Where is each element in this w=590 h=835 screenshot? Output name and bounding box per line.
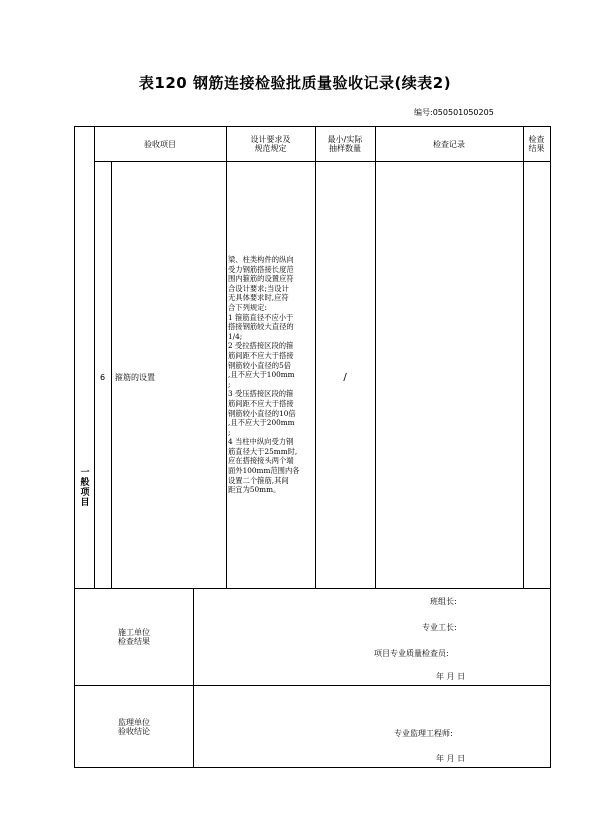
requirement-line: 受力钢筋搭接长度范	[228, 264, 294, 274]
requirement-line: 筋直径大于25mm时,	[228, 446, 298, 456]
header-design-requirement-line1: 设计要求及	[250, 135, 291, 144]
row-design-requirement	[228, 255, 316, 495]
requirement-line: 3 受压搭接区段的箍	[228, 389, 294, 399]
supervision-label-line2: 验收结论	[118, 727, 150, 736]
supervision-date: 年 月 日	[436, 754, 466, 763]
requirement-line: 距宜为50mm。	[228, 485, 281, 495]
team-leader-label: 班组长:	[430, 597, 457, 606]
requirement-line: ,且不应大于100mm	[228, 370, 295, 380]
requirement-line: 筋间距不应大于搭接	[228, 350, 294, 360]
requirement-line: ,且不应大于200mm	[228, 418, 295, 428]
header-sampling-line2: 抽样数量	[329, 144, 361, 153]
requirement-line: 钢筋较小直径的10倍	[228, 408, 296, 418]
requirement-line: 设置二个箍筋,其间	[228, 475, 289, 485]
supervision-label-line1: 监理单位	[118, 718, 150, 727]
row-number: 6	[99, 372, 106, 382]
construction-label-rule	[193, 588, 194, 685]
qc-inspector-label: 项目专业质量检查员:	[374, 649, 449, 658]
construction-label-line2: 检查结果	[118, 636, 150, 646]
header-design-requirement	[226, 127, 315, 161]
construction-unit-label	[75, 588, 193, 685]
supervision-label-rule	[193, 685, 194, 767]
construction-date: 年 月 日	[436, 672, 466, 681]
foreman-label: 专业工长:	[422, 623, 457, 632]
requirement-line: 围内箍筋的设置应符	[228, 274, 294, 284]
header-result	[523, 127, 550, 161]
row-sampling: /	[343, 371, 347, 383]
requirement-line: 应在搭接接头两个端	[228, 456, 294, 466]
doc-number-label: 编号:	[414, 108, 433, 117]
group-label-char: 目	[80, 498, 90, 508]
group-label-char: 一	[80, 468, 90, 478]
header-sampling-line1: 最小/实际	[327, 135, 363, 144]
header-check-record: 检查记录	[433, 139, 465, 149]
header-result-line1: 检查	[528, 135, 545, 144]
requirement-line: 合下列规定:	[228, 302, 267, 312]
requirement-line: 面外100mm范围内各	[228, 466, 300, 476]
requirement-line: ;	[228, 379, 231, 389]
header-item: 验收项目	[144, 139, 176, 149]
doc-number-value: 050501050205	[432, 108, 494, 117]
header-sampling	[315, 127, 375, 161]
header-result-line2: 结果	[528, 144, 545, 153]
row-check-record[interactable]	[376, 162, 523, 588]
header-design-requirement-line2: 规范规定	[254, 144, 287, 153]
requirement-line: 2 受拉搭接区段的箍	[228, 341, 294, 351]
requirement-line: 搭接钢筋较大直径的	[228, 322, 294, 332]
row-check-result[interactable]	[524, 162, 550, 588]
requirement-line: 1/4;	[228, 331, 243, 341]
requirement-line: 无具体要求时,应符	[228, 293, 289, 303]
inspection-form-table	[74, 126, 551, 768]
requirement-line: 钢筋较小直径的5倍	[228, 360, 292, 370]
requirement-line: 1 箍筋直径不应小于	[228, 312, 294, 322]
requirement-line: 4 当柱中纵向受力钢	[228, 437, 294, 447]
supervision-unit-label	[75, 686, 193, 768]
group-column-rule	[94, 127, 95, 588]
requirement-line: ;	[228, 427, 231, 437]
supervising-engineer-label: 专业监理工程师:	[394, 729, 453, 738]
form-title: 表120 钢筋连接检验批质量验收记录(续表2)	[138, 74, 452, 92]
doc-number	[414, 107, 524, 119]
row-item-name: 箍筋的设置	[115, 372, 155, 382]
item-column-rule	[226, 127, 227, 588]
requirement-line: 筋间距不应大于搭接	[228, 398, 294, 408]
general-items-group-label	[79, 468, 91, 508]
construction-label-line1: 施工单位	[118, 627, 150, 637]
group-label-char: 项	[80, 488, 90, 498]
requirement-line: 梁、柱类构件的纵向	[228, 255, 294, 264]
requirement-line: 合设计要求;当设计	[228, 283, 289, 293]
group-label-char: 般	[80, 478, 90, 488]
